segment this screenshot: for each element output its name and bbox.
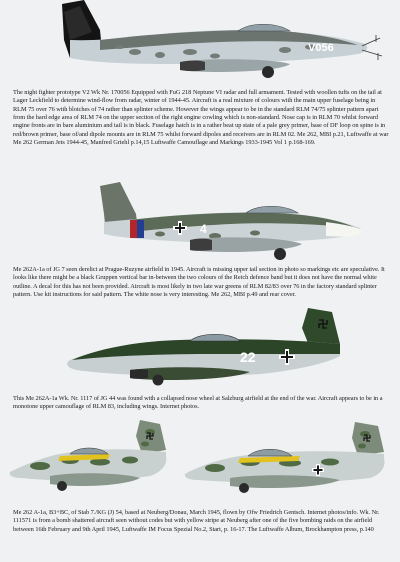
caption-line: kit instructions for said pattern. The white nose is very interesting. Me 262, MBI p.49 and rear cover. [44,291,296,299]
profile-v056-night-fighter [40,0,385,88]
aircraft-right [185,422,385,493]
marking-v056: V056 [308,42,334,54]
caption-line: Internet photos/info. Wk. Nr. 111571 is from a bomb shattered aircraft seen without codes but with yellow stripe at [13,509,380,525]
caption-kgj54 [13,509,389,534]
caption-line: the hard edge area of RLM 74 on the upper section of the right engine cowling which is non-standard. Nose cap is [26,114,313,122]
caption-line: This Me 262A-1a Wk. Nr. 1117 of JG 44 was found with a collapsed nose wheel at Salzburg airfield at the end of [13,395,297,402]
caption-line: Aircraft is a real mixture of colours with the main upper fuselage being in RLM 75 over 76 with blotches of 74 [13,97,376,113]
caption-v056 [13,89,389,147]
aircraft-left [10,420,167,491]
caption-jg44 [13,395,389,412]
profile-jg44-white-22 [40,308,385,386]
caption-line: Focus Spezial No.2, Start, p. 16-17. The Luftwaffe Album, Brockhampton press, p.140 [157,525,374,533]
caption-line: of a pale grey primer, base of DF loop on spine is in red/brown primer, base of/and dipole mounts are in RLM 75 [13,122,386,138]
caption-line: of the Reich defence band but it does not have the normal white outline. A decal for this has not been provided. [13,274,377,290]
caption-line: Me 262 A-1a, B3+BC, of Stab 7./KG (J) 54, based at Neuberg/Donau, March 1945, flown by Ofw Friedrich Gentsch. [13,509,308,516]
caption-line: 1944-45, Manfred Griehl p.14,15 Luftwaffe Camouflage and Markings 1933-1945 Vol 1 p.168-169. [66,139,316,147]
profile-jg7-white-4 [40,178,380,266]
caption-line: Neuberg after one of the five bombing raids on the airfield between 16th February and 9th April 1945, Luftwaffe IM [13,517,373,533]
caption-jg7 [13,266,389,299]
caption-line: Aircraft is most likely in two late war greens of RLM 82/83 over 76 in the factory standard splinter pattern. Use [13,282,377,299]
marking-22: 22 [240,349,256,365]
caption-line: Tested with woollen tufts on the tail at Lager Leckfield to determine wind-flow from radar, winter of 1944-45. [13,89,382,105]
caption-line: The night fighter prototype V2 Wk Nr. 170056 Equipped with FuG 218 Neptune VI radar and full armament. [13,89,287,96]
caption-line: the war. Aircraft appears to be in a monotone upper camouflage of RLM 83, including wings. Internet photos. [13,395,383,411]
marking-4: 4 [200,222,207,236]
caption-line: whilst forward dipoles and receivers are in RLM 02. Me 262, MBI p.21, Luftwaffe at war Me 262 German Jets [13,130,389,147]
profile-kgj54-pair [0,416,400,496]
caption-line: so markings etc are speculative. It looks like there might be a black Gruppen vertical bar in-between the two colours [13,266,385,282]
caption-line: Me 262A-1a of JG 7 seen derelict at Prague-Ruzyne airfield in 1945. Aircraft is missing upper tail section in photo [13,266,301,273]
caption-line: rather than splinter scheme. However the wings appear to be in the standard RLM 74/75 splinter pattern apart from [13,105,379,122]
caption-line: in RLM 70 whilst forward engine fronts are in bare aluminium and tail is in black. Fuselage hatch is in a rather beat up state [13,114,378,130]
